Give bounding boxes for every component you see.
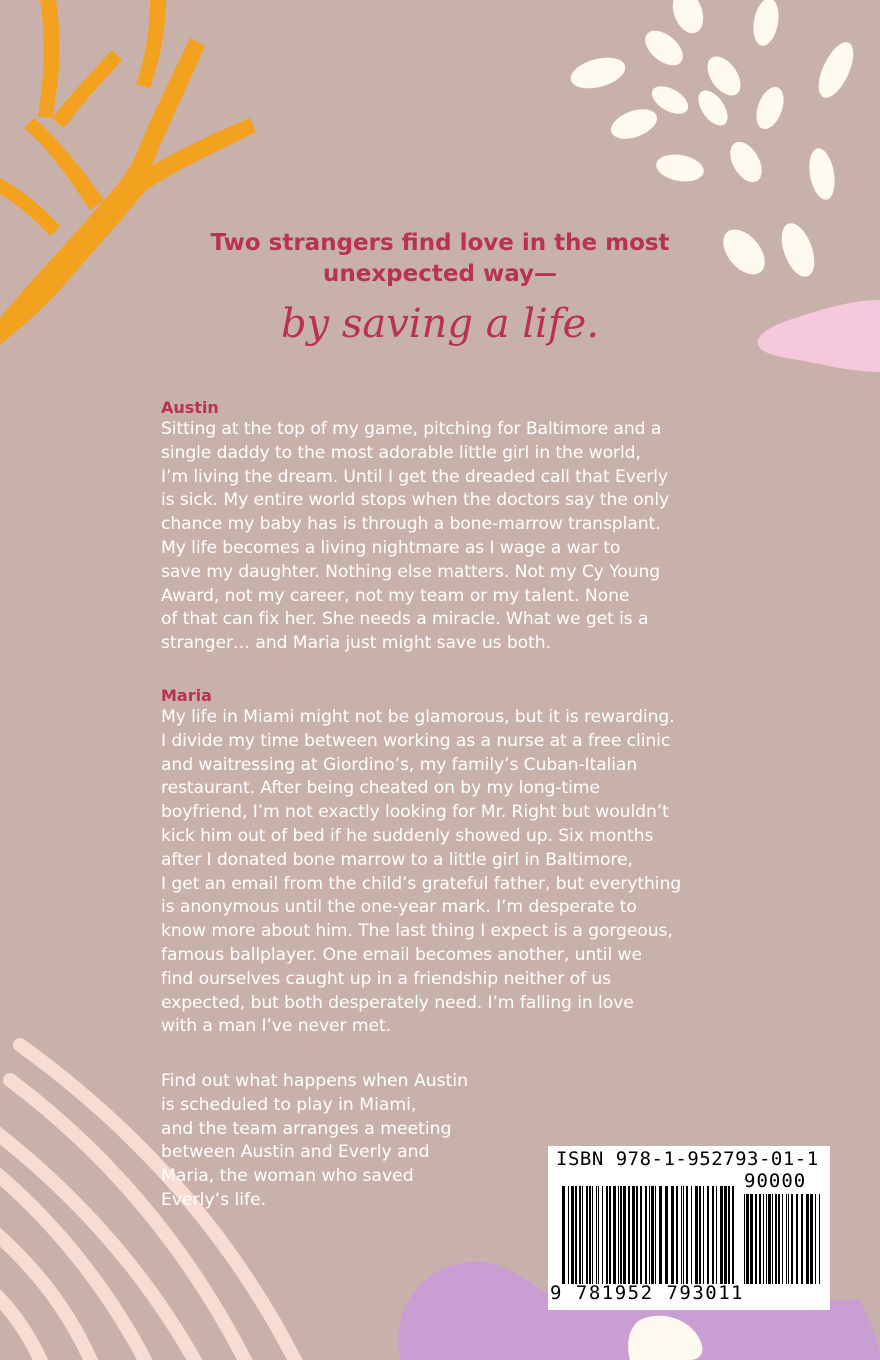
closing-line: is scheduled to play in Miami,	[161, 1094, 417, 1115]
barcode-bar	[582, 1186, 583, 1284]
barcode-bar	[712, 1186, 714, 1284]
addon-bars	[744, 1194, 824, 1284]
barcode-bar	[746, 1194, 749, 1284]
maria-line: expected, but both desperately need. I’m falling in love	[161, 992, 634, 1013]
austin-line: chance my baby has is through a bone-marrow transplant.	[161, 514, 661, 535]
price-code: 90000	[744, 1170, 807, 1192]
maria-line: is anonymous until the one-year mark. I’m desperate to	[161, 897, 637, 918]
closing-line: Everly’s life.	[161, 1189, 267, 1210]
barcode-bar	[618, 1186, 619, 1284]
barcode-bar	[786, 1194, 787, 1284]
barcode-bar	[636, 1186, 638, 1284]
barcode-bar	[640, 1186, 642, 1284]
austin-line: My life becomes a living nightmare as I wage a war to	[161, 537, 621, 558]
barcode-bar	[819, 1194, 820, 1284]
maria-line: famous ballplayer. One email becomes another, until we	[161, 944, 642, 965]
barcode-bar	[671, 1186, 674, 1284]
barcode-bar	[759, 1194, 761, 1284]
maria-line: restaurant. After being cheated on by my long-time	[161, 778, 600, 799]
barcode-bar	[609, 1186, 611, 1284]
closing-line: Find out what happens when Austin	[161, 1071, 468, 1091]
barcode-bar	[691, 1186, 692, 1284]
tagline-script: by saving a life.	[280, 301, 600, 347]
ean-number: 9 781952 793011	[550, 1282, 745, 1304]
barcode-bar	[628, 1186, 630, 1284]
barcode-bar	[613, 1186, 616, 1284]
barcode-bar	[659, 1186, 662, 1284]
barcode-bar	[655, 1186, 656, 1284]
barcode-bar	[623, 1186, 626, 1284]
maria-line: after I donated bone marrow to a little girl in Baltimore,	[161, 849, 633, 870]
barcode-bar	[791, 1194, 793, 1284]
maria-line: boyfriend, I’m not exactly looking for Mr. Right but wouldn’t	[161, 802, 669, 823]
barcode-bar	[632, 1186, 635, 1284]
barcode-bar	[768, 1194, 771, 1284]
maria-line: know more about him. The last thing I expect is a gorgeous,	[161, 921, 673, 942]
austin-line: stranger… and Maria just might save us both.	[161, 633, 551, 654]
barcode-bar	[720, 1186, 723, 1284]
barcode-bar	[602, 1186, 603, 1284]
orange-branch-illustration	[0, 0, 256, 345]
barcode-bar	[750, 1194, 753, 1284]
barcode-bar	[695, 1186, 698, 1284]
ean-bars	[562, 1186, 740, 1284]
pink-blob-illustration	[758, 300, 880, 372]
barcode-bar	[575, 1186, 577, 1284]
austin-line: single daddy to the most adorable little girl in the world,	[161, 442, 641, 463]
barcode-bar	[645, 1186, 647, 1284]
barcode-bar	[562, 1186, 565, 1284]
barcode-bar	[665, 1186, 668, 1284]
barcode-bar	[778, 1194, 780, 1284]
barcode-bar	[649, 1186, 650, 1284]
maria-section	[161, 686, 731, 1039]
austin-line: Sitting at the top of my game, pitching for Baltimore and a	[161, 419, 662, 439]
closing-line: Maria, the woman who saved	[161, 1166, 414, 1187]
maria-line: with a man I’ve never met.	[161, 1016, 391, 1037]
maria-heading: Maria	[161, 686, 212, 705]
isbn-barcode	[548, 1146, 830, 1310]
maria-line: and waitressing at Giordino’s, my family’s Cuban-Italian	[161, 754, 638, 775]
barcode-bar	[732, 1186, 734, 1284]
barcode-bar	[686, 1186, 688, 1284]
barcode-bar	[810, 1194, 813, 1284]
barcode-bar	[815, 1194, 816, 1284]
tagline-line-1: Two strangers find love in the most	[210, 230, 670, 256]
maria-blurb	[161, 706, 731, 1039]
barcode-bar	[744, 1194, 745, 1284]
maria-line: I get an email from the child’s grateful father, but everything	[161, 873, 682, 894]
maria-line: My life in Miami might not be glamorous, but it is rewarding.	[161, 707, 675, 727]
barcode-bar	[589, 1186, 591, 1284]
closing-paragraph	[161, 1070, 521, 1213]
austin-line: I’m living the dream. Until I get the dreaded call that Everly	[161, 466, 669, 487]
austin-line: of that can fix her. She needs a miracle. What we get is a	[161, 609, 649, 630]
barcode-bar	[772, 1194, 773, 1284]
austin-blurb	[161, 418, 731, 656]
isbn-label: ISBN 978-1-952793-01-1	[556, 1148, 819, 1170]
barcode-bar	[681, 1186, 682, 1284]
barcode-bar	[782, 1194, 783, 1284]
maria-line: find ourselves caught up in a friendship neither of us	[161, 968, 612, 989]
closing-line: between Austin and Everly and	[161, 1142, 430, 1163]
barcode-bar	[683, 1186, 684, 1284]
maria-line: kick him out of bed if he suddenly showed up. Six months	[161, 825, 654, 846]
barcode-bar	[568, 1186, 569, 1284]
barcode-bar	[606, 1186, 608, 1284]
barcode-bar	[716, 1186, 717, 1284]
austin-line: Award, not my career, not my team or my talent. None	[161, 585, 630, 606]
barcode-bar	[571, 1186, 574, 1284]
austin-line: save my daughter. Nothing else matters. Not my Cy Young	[161, 561, 661, 582]
barcode-bar	[596, 1186, 597, 1284]
barcode-bar	[676, 1186, 678, 1284]
barcode-bar	[806, 1194, 809, 1284]
barcode-bar	[598, 1186, 599, 1284]
austin-line: is sick. My entire world stops when the doctors say the only	[161, 490, 670, 511]
barcode-bar	[579, 1186, 581, 1284]
barcode-bar	[699, 1186, 701, 1284]
austin-section	[161, 398, 731, 656]
barcode-bar	[724, 1186, 727, 1284]
tagline-line-2: unexpected way—	[323, 261, 557, 287]
barcode-bar	[703, 1186, 704, 1284]
barcode-bar	[620, 1186, 622, 1284]
barcode-bar	[586, 1186, 588, 1284]
barcode-bar	[775, 1194, 777, 1284]
barcode-bar	[763, 1194, 764, 1284]
barcode-bar	[788, 1194, 789, 1284]
closing-line: and the team arranges a meeting	[161, 1118, 452, 1139]
barcode-bar	[651, 1186, 654, 1284]
tagline	[140, 228, 740, 290]
barcode-bar	[766, 1194, 767, 1284]
barcode-bar	[707, 1186, 709, 1284]
barcode-bar	[728, 1186, 730, 1284]
barcode-bar	[801, 1194, 803, 1284]
barcode-bar	[796, 1194, 798, 1284]
barcode-bar	[755, 1194, 757, 1284]
barcode-bar	[592, 1186, 593, 1284]
maria-line: I divide my time between working as a nurse at a free clinic	[161, 730, 671, 751]
austin-heading: Austin	[161, 398, 219, 417]
